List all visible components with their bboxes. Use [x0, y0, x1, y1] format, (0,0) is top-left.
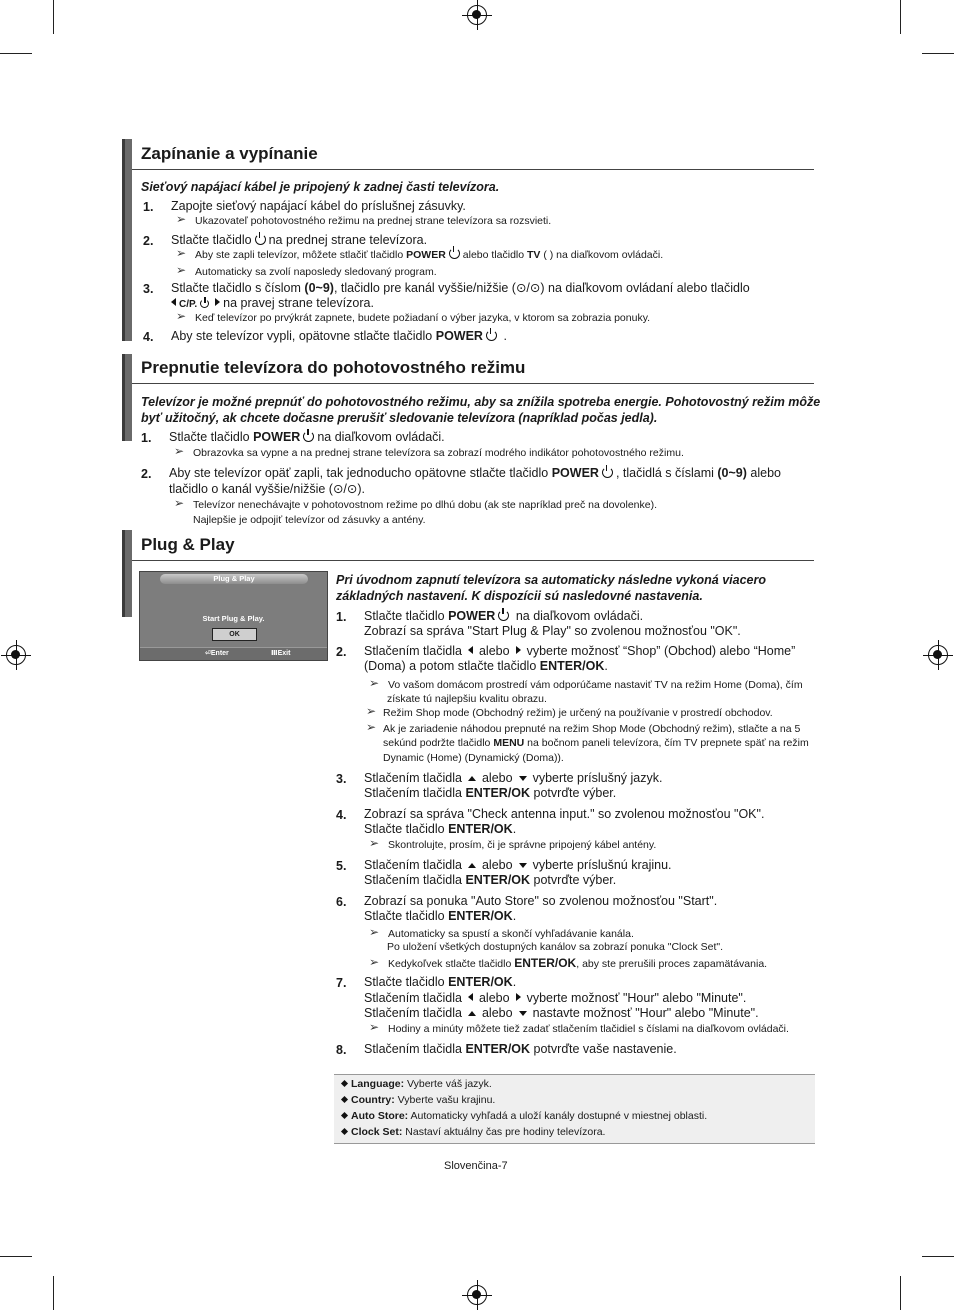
step-text: Aby ste televízor opäť zapli, tak jednoducho opätovne stlačte tlačidlo POWER , tlačidlá s číslami (0~9) alebo — [169, 466, 781, 480]
crop-mark — [922, 1256, 954, 1257]
power-icon — [303, 431, 314, 442]
arrow-icon — [174, 500, 188, 508]
section-title: Prepnutie televízora do pohotovostného režimu — [141, 358, 526, 377]
step-number: 7. — [336, 976, 347, 990]
step-number: 5. — [336, 859, 347, 873]
section-title: Zapínanie a vypínanie — [141, 144, 318, 163]
step-text: Stlačením tlačidla alebo vyberte možnosť "Hour" alebo "Minute". — [364, 991, 747, 1005]
crop-mark — [53, 1276, 54, 1310]
power-icon — [498, 610, 509, 621]
step-text: Zobrazí sa ponuka "Auto Store" so zvolenou možnosťou "Start". — [364, 894, 718, 908]
note: ➢Vo vašom domácom prostredí vám odporúčame nastaviť TV na režim Home (Doma), čím — [369, 678, 803, 692]
tv-enter-label: ⏎Enter — [205, 650, 229, 657]
right-arrow-icon — [516, 646, 521, 654]
tv-message: Start Plug & Play. — [202, 614, 265, 623]
step-text: Stlačte tlačidlo POWER na diaľkovom ovládači. — [169, 430, 445, 444]
step-text: Stlačením tlačidla alebo vyberte príslušnú krajinu. — [364, 858, 672, 872]
note: sekúnd podržte tlačidlo MENU na bočnom paneli televízora, čím TV prepnete späť na režim — [383, 737, 809, 749]
bullet-icon — [341, 1080, 348, 1087]
left-arrow-icon — [468, 993, 473, 1001]
tv-screen-preview — [139, 571, 328, 661]
up-arrow-icon — [468, 863, 476, 868]
step-number: 3. — [336, 772, 347, 786]
note: ➢Hodiny a minúty môžete tiež zadať stlačením tlačidiel s číslami na diaľkovom ovládači. — [369, 1022, 789, 1036]
tv-ok-button: OK — [212, 628, 257, 641]
arrow-icon — [369, 929, 383, 937]
step-number: 3. — [143, 282, 154, 296]
step-text: Stlačte tlačidlo na prednej strane televízora. — [171, 233, 428, 247]
step-number: 1. — [336, 610, 347, 624]
step-text: Aby ste televízor vypli, opätovne stlačte tlačidlo POWER . — [171, 329, 507, 343]
step-number: 8. — [336, 1043, 347, 1057]
note: ➢Obrazovka sa vypne a na prednej strane televízora sa zobrazí modrého indikátor pohotovostného režimu. — [174, 446, 684, 460]
note: ➢Skontrolujte, prosím, či je správne pripojený kábel antény. — [369, 838, 656, 852]
section-bar — [122, 139, 132, 341]
arrow-icon — [369, 680, 383, 688]
arrow-icon — [369, 959, 383, 967]
tv-footer — [140, 647, 327, 660]
step-number: 4. — [143, 330, 154, 344]
crop-mark — [0, 1256, 32, 1257]
bullet-icon — [341, 1128, 348, 1135]
step-number: 2. — [141, 467, 152, 481]
note: ➢Aby ste zapli televízor, môžete stlačiť tlačidlo POWER alebo tlačidlo TV ( ) na diaľkovom ovládači. — [176, 248, 663, 262]
step-text: Zobrazí sa správa "Start Plug & Play" so zvolenou možnosťou "OK". — [364, 624, 741, 638]
crop-mark — [53, 0, 54, 34]
step-text: Stlačte tlačidlo ENTER/OK. — [364, 909, 517, 923]
arrow-icon — [366, 724, 380, 732]
step-number: 2. — [143, 234, 154, 248]
step-number: 1. — [141, 431, 152, 445]
step-text: Stlačte tlačidlo POWER na diaľkovom ovládači. — [364, 609, 644, 623]
step-text: Stlačením tlačidla alebo vyberte príslušný jazyk. — [364, 771, 663, 785]
crop-mark — [922, 53, 954, 54]
down-arrow-icon — [519, 776, 527, 781]
note: ➢Keď televízor po prvýkrát zapnete, budete požiadaní o výber jazyka, v ktorom sa zobrazia ponuky. — [176, 311, 650, 325]
note: ➢Televízor nenechávajte v pohotovostnom režime po dlhú dobu (ak ste napríklad preč na dovolenke). — [174, 498, 657, 512]
arrow-icon — [176, 313, 190, 321]
note: ➢Ukazovateľ pohotovostného režimu na prednej strane televízora sa rozsvieti. — [176, 214, 551, 228]
note: ➢Automaticky sa spustí a skončí vyhľadávanie kanála. — [369, 927, 634, 941]
registration-mark-icon — [928, 645, 948, 665]
step-text: Stlačením tlačidla ENTER/OK potvrďte vaše nastavenie. — [364, 1042, 677, 1056]
step-text: (Doma) a potom stlačte tlačidlo ENTER/OK. — [364, 659, 608, 673]
right-arrow-icon — [516, 993, 521, 1001]
step-text: Stlačením tlačidla ENTER/OK potvrďte výber. — [364, 873, 617, 887]
step-text: Zapojte sieťový napájací kábel do príslušnej zásuvky. — [171, 199, 466, 213]
arrow-icon — [369, 840, 383, 848]
crop-mark — [900, 0, 901, 34]
power-icon — [449, 248, 460, 259]
arrow-icon — [176, 267, 190, 275]
info-line: Country: Vyberte vašu krajinu. — [342, 1094, 495, 1106]
arrow-icon — [366, 708, 380, 716]
step-text: Stlačením tlačidla ENTER/OK potvrďte výber. — [364, 786, 617, 800]
registration-mark-icon — [467, 5, 487, 25]
note: získate tú najlepšiu kvalitu obrazu. — [387, 693, 547, 705]
power-icon — [486, 330, 497, 341]
note: ➢Kedykoľvek stlačte tlačidlo ENTER/OK, aby ste prerušili proces zapamätávania. — [369, 956, 767, 971]
note: Najlepšie je odpojiť televízor od zásuvky a antény. — [193, 514, 426, 526]
bullet-icon — [341, 1096, 348, 1103]
registration-mark-icon — [6, 645, 26, 665]
up-arrow-icon — [468, 776, 476, 781]
info-line: Language: Vyberte váš jazyk. — [342, 1078, 492, 1090]
step-text: Stlačením tlačidla alebo vyberte možnosť “Shop” (Obchod) alebo “Home” — [364, 644, 796, 658]
arrow-icon — [176, 216, 190, 224]
left-arrow-icon — [468, 646, 473, 654]
step-number: 6. — [336, 895, 347, 909]
arrow-icon — [176, 250, 190, 258]
left-arrow-icon — [171, 298, 176, 306]
step-text: Stlačte tlačidlo s číslom (0~9), tlačidlo pre kanál vyššie/nižšie (⊙/⊙) na diaľkovom ovládaní alebo tlačidlo — [171, 281, 750, 295]
step-text: Stlačte tlačidlo ENTER/OK. — [364, 975, 517, 989]
note: ➢Automaticky sa zvolí naposledy sledovaný program. — [176, 265, 437, 279]
note: ➢Ak je zariadenie náhodou prepnuté na režim Shop Mode (Obchodný režim), stlačte a na 5 — [366, 722, 800, 736]
divider — [132, 169, 814, 170]
note: Dynamic (Home) (Dynamický (Doma)). — [383, 752, 564, 764]
right-arrow-icon — [215, 298, 220, 306]
step-text: Stlačením tlačidla alebo nastavte možnosť "Hour" alebo "Minute". — [364, 1006, 759, 1020]
section-bar — [122, 530, 132, 617]
bullet-icon — [341, 1112, 348, 1119]
page-number: Slovenčina-7 — [444, 1160, 508, 1172]
up-arrow-icon — [468, 1011, 476, 1016]
step-number: 1. — [143, 200, 154, 214]
tv-exit-label: ⅢExit — [271, 650, 291, 657]
info-line: Auto Store: Automaticky vyhľadá a uloží kanály dostupné v miestnej oblasti. — [342, 1110, 707, 1122]
step-text: Stlačte tlačidlo ENTER/OK. — [364, 822, 517, 836]
power-icon — [602, 467, 613, 478]
registration-mark-icon — [467, 1285, 487, 1305]
step-text: Zobrazí sa správa "Check antenna input." so zvolenou možnosťou "OK". — [364, 807, 765, 821]
step-number: 4. — [336, 808, 347, 822]
info-line: Clock Set: Nastaví aktuálny čas pre hodiny televízora. — [342, 1126, 605, 1138]
arrow-icon — [174, 448, 188, 456]
step-text: C/P. na pravej strane televízora. — [171, 296, 374, 312]
note: ➢Režim Shop mode (Obchodný režim) je určený na používanie v prostredí obchodov. — [366, 706, 773, 720]
divider — [132, 383, 814, 384]
section-bar — [122, 354, 132, 441]
divider — [132, 560, 814, 561]
arrow-icon — [369, 1024, 383, 1032]
section-intro: Pri úvodnom zapnutí televízora sa automaticky následne vykoná viacero základných nastavení. K dispozícii sú nasledovné nastavenia. — [336, 573, 767, 603]
settings-summary-box — [334, 1074, 815, 1144]
tv-menu-title: Plug & Play — [160, 574, 308, 584]
crop-mark — [0, 53, 32, 54]
crop-mark — [900, 1276, 901, 1310]
section-intro: Televízor je možné prepnúť do pohotovostného režimu, aby sa znížila spotreba energie. Pohotovostný režim môže byť užitočný, ak chcete dočasne prerušiť sledovanie televízora (napríklad počas jedla). — [141, 395, 821, 425]
note: Po uložení všetkých dostupných kanálov sa zobrazí ponuka "Clock Set". — [387, 941, 724, 953]
section-intro: Sieťový napájací kábel je pripojený k zadnej časti televízora. — [141, 180, 500, 194]
down-arrow-icon — [519, 1011, 527, 1016]
power-icon — [200, 299, 209, 308]
step-text: tlačidlo o kanál vyššie/nižšie (⊙/⊙). — [169, 482, 366, 496]
down-arrow-icon — [519, 863, 527, 868]
section-title: Plug & Play — [141, 535, 235, 554]
step-number: 2. — [336, 645, 347, 659]
power-icon — [255, 234, 266, 245]
